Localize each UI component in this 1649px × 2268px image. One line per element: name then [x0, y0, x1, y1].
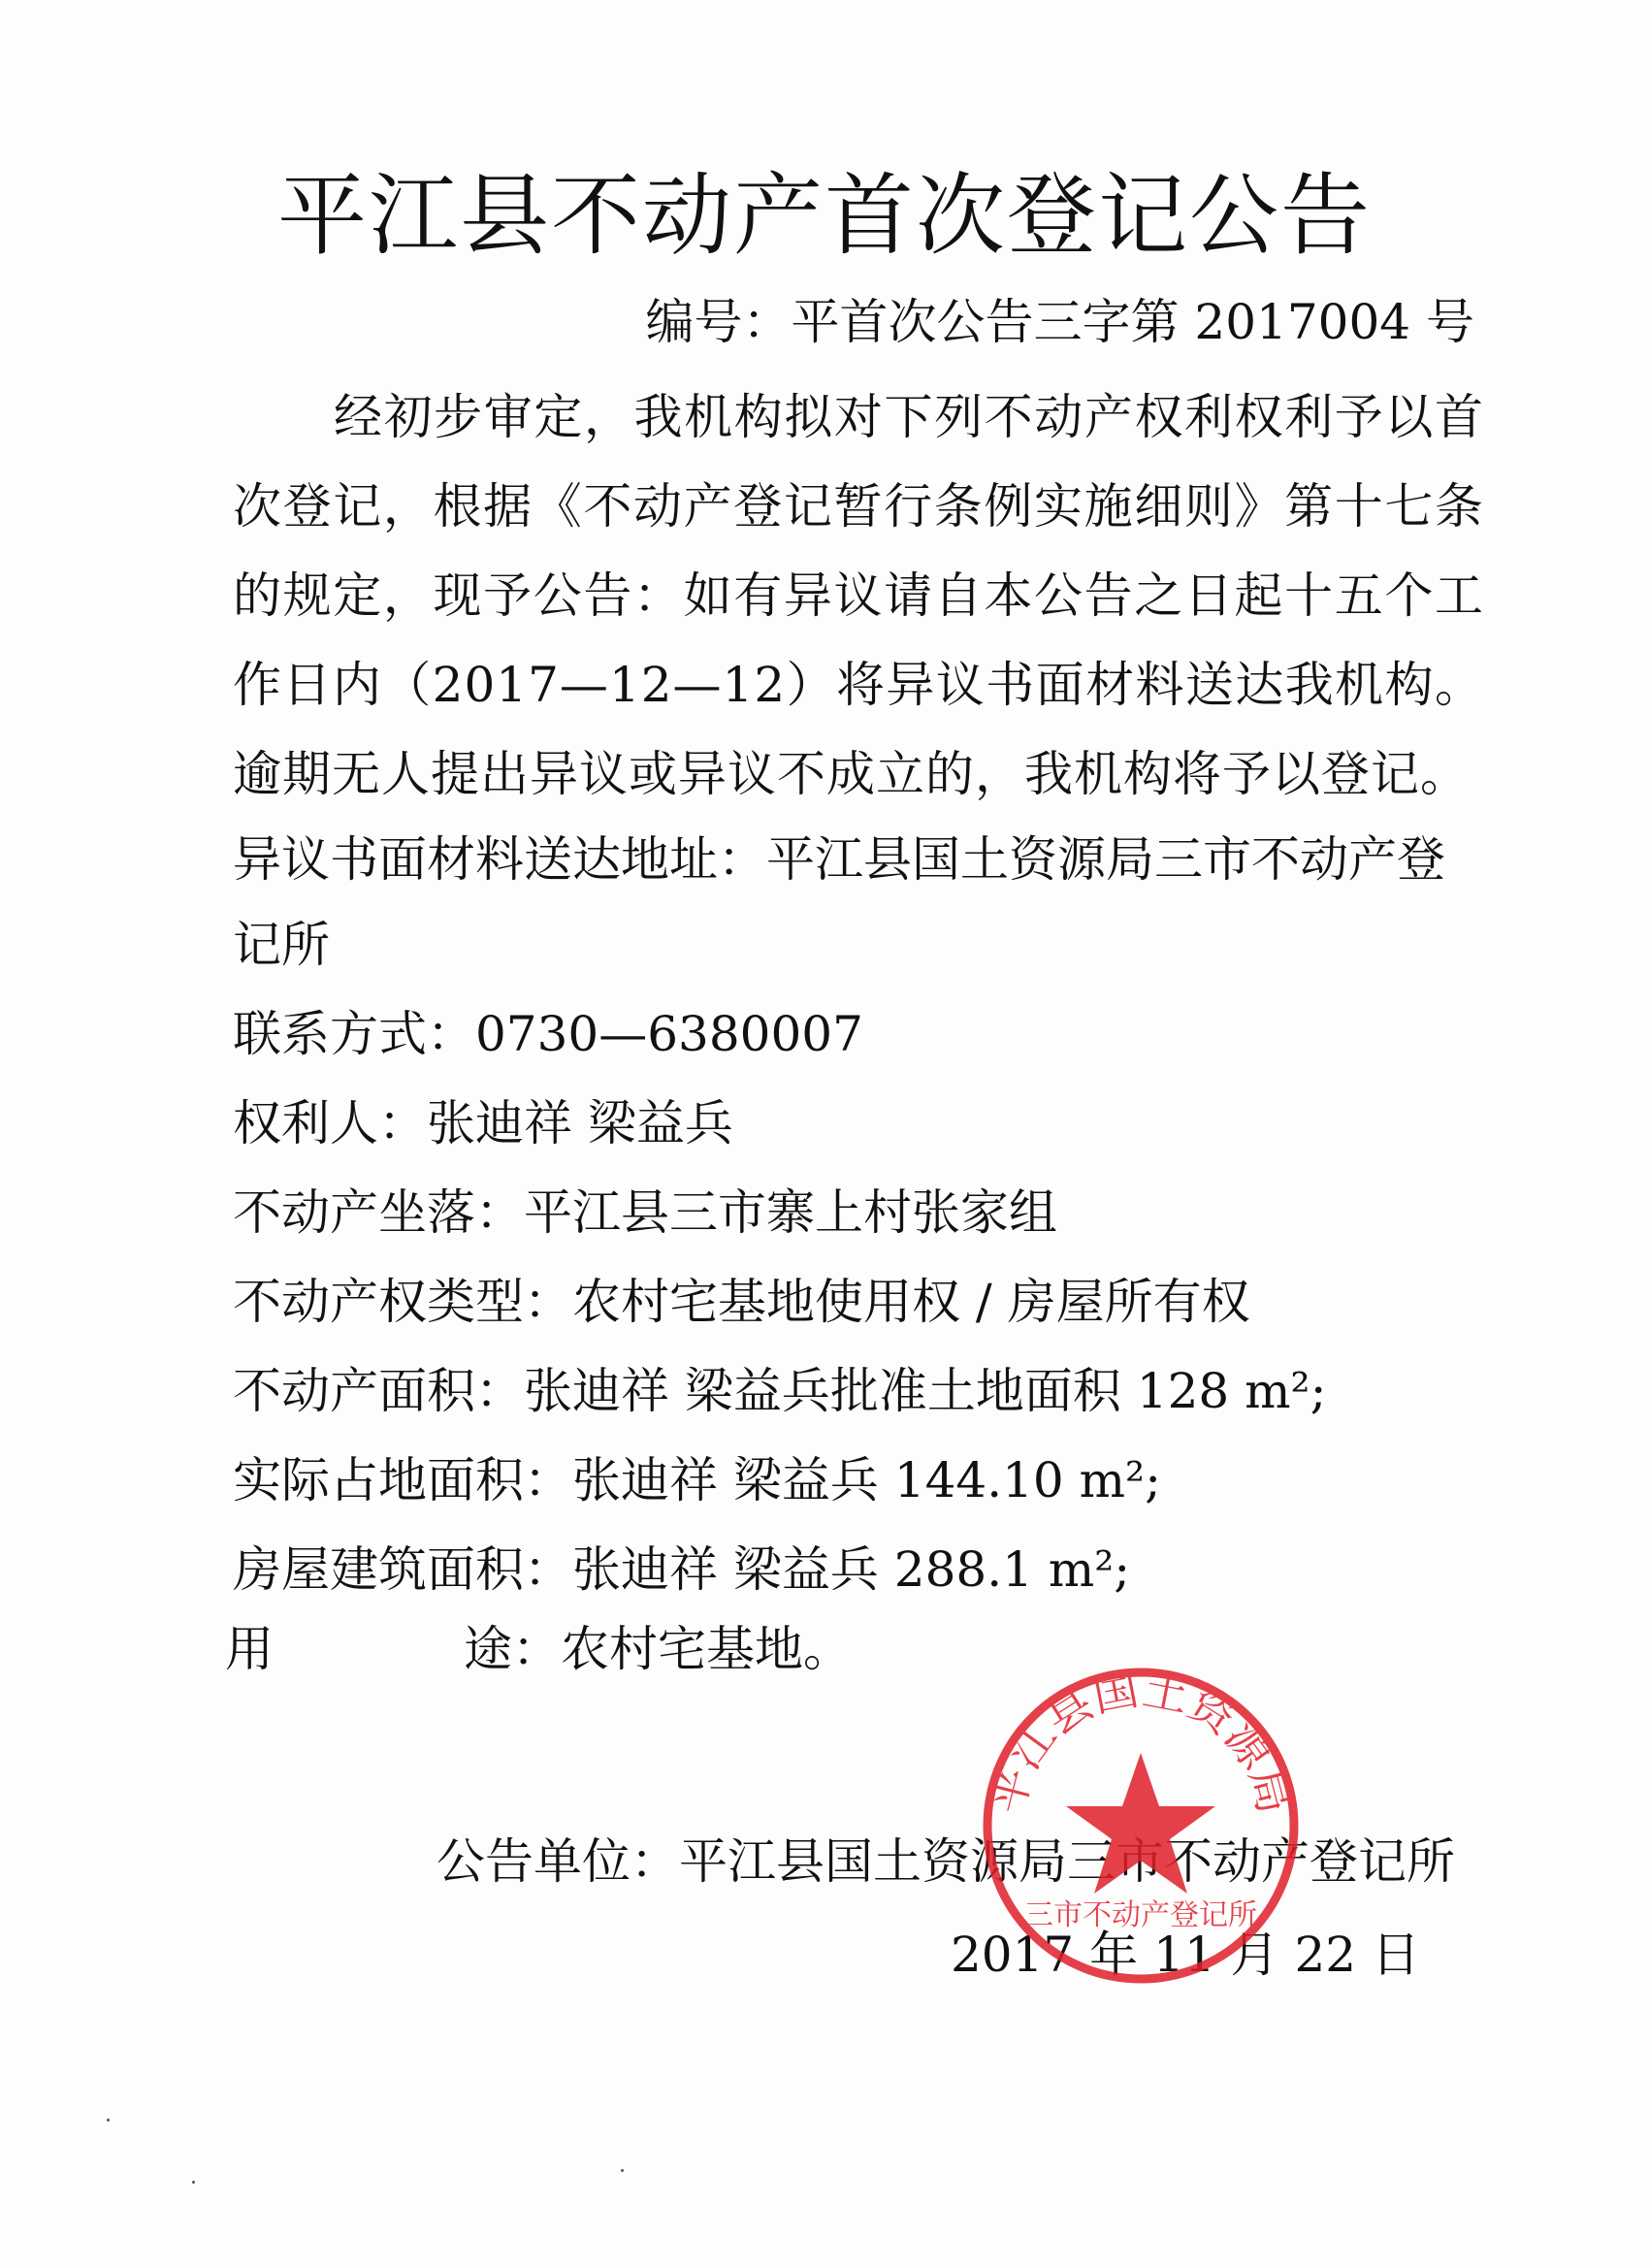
seal-outer-text: 平江县国土资源局: [980, 1662, 1302, 1819]
property-location: 不动产坐落：平江县三市寨上村张家组: [233, 1184, 1057, 1241]
issuing-unit: 公告单位：平江县国土资源局三市不动产登记所: [436, 1833, 1455, 1890]
property-right-type: 不动产权类型：农村宅基地使用权 / 房屋所有权: [233, 1274, 1250, 1330]
contact-info: 联系方式：0730—6380007: [233, 1006, 863, 1062]
rights-holder: 权利人：张迪祥 梁益兵: [233, 1095, 733, 1151]
issue-date: 2017 年 11 月 22 日: [951, 1927, 1420, 1983]
official-seal: [976, 1661, 1306, 1991]
document-title: 平江县不动产首次登记公告: [276, 164, 1372, 268]
document-number: 编号：平首次公告三字第 2017004 号: [645, 294, 1474, 350]
objection-address: 异议书面材料送达地址：平江县国土资源局三市不动产登记所: [233, 831, 1445, 973]
scan-speck: [107, 2119, 110, 2122]
scan-speck: [192, 2181, 195, 2184]
usage-label: 用: [225, 1621, 274, 1677]
scan-speck: [621, 2169, 624, 2172]
seal-inner-text: 三市不动产登记所: [1024, 1898, 1257, 1932]
actual-land-area: 实际占地面积：张迪祥 梁益兵 144.10 m²;: [233, 1452, 1161, 1508]
seal-star-icon: [1066, 1753, 1215, 1894]
body-paragraph: 经初步审定，我机构拟对下列不动产权利权利予以首次登记，根据《不动产登记暂行条例实施细则》第十七条的规定，现予公告：如有异议请自本公告之日起十五个工作日内（2017—12—12）将异议书面材料送达我机构。逾期无人提出异议或异议不成立的，我机构将予以登记。: [233, 389, 1484, 802]
property-area: 不动产面积：张迪祥 梁益兵批准土地面积 128 m²;: [233, 1363, 1327, 1419]
usage-value: 途：农村宅基地。: [464, 1621, 852, 1677]
building-area: 房屋建筑面积：张迪祥 梁益兵 288.1 m²;: [233, 1541, 1131, 1598]
